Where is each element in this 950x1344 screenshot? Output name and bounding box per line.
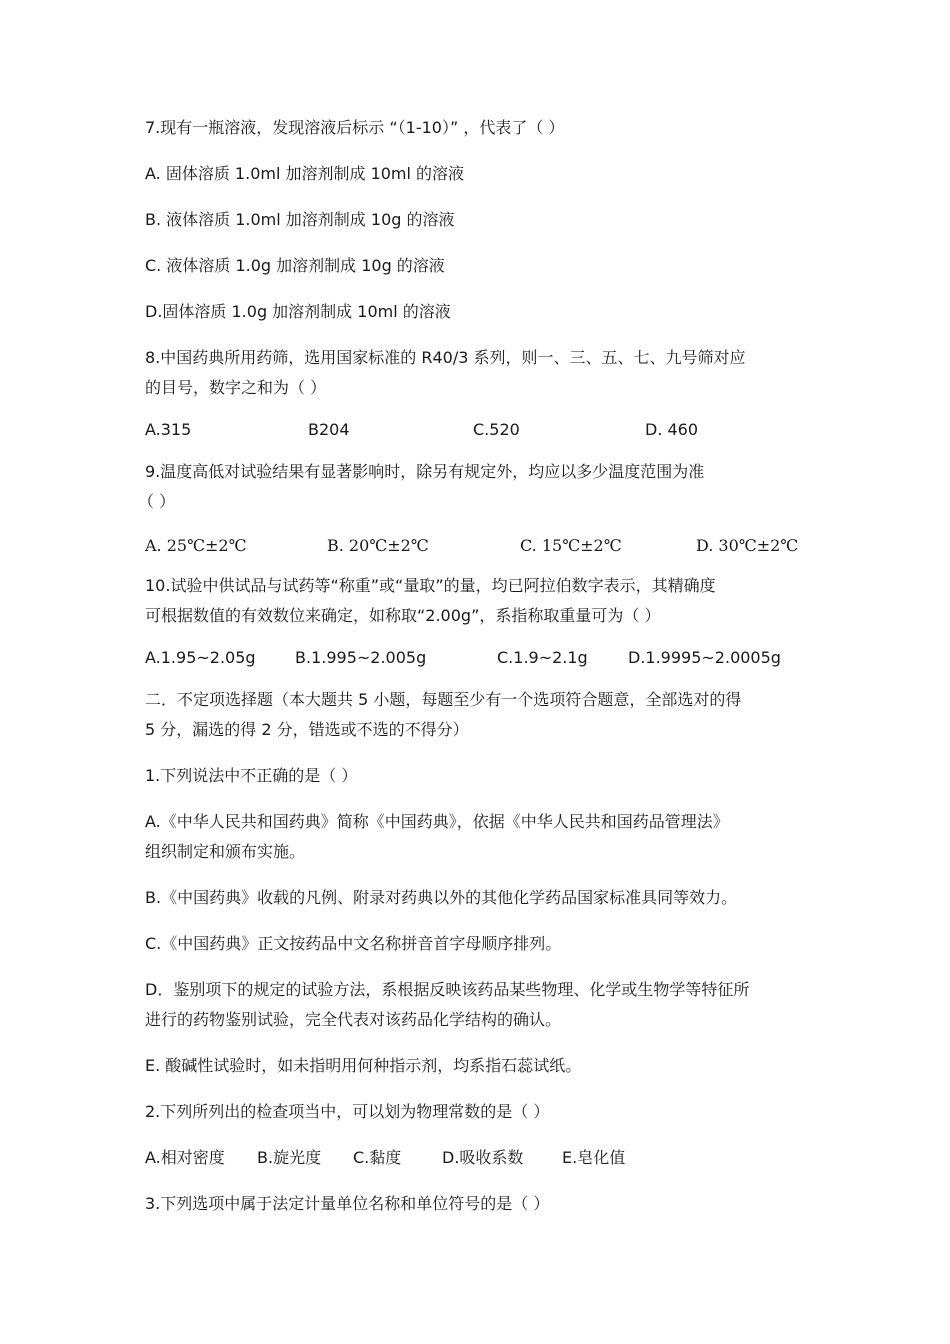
q7-option-a: A. 固体溶质 1.0ml 加溶剂制成 10ml 的溶液 (145, 164, 465, 183)
q7-option-b: B. 液体溶质 1.0ml 加溶剂制成 10g 的溶液 (145, 210, 455, 229)
mq1-option-a-line2: 组织制定和颁布实施。 (145, 842, 306, 861)
q10-stem-line2: 可根据数值的有效数位来确定，如称取“2.00g”，系指称取重量可为（ ） (145, 606, 661, 625)
q8-option-d: D. 460 (645, 420, 699, 439)
q10-option-b: B.1.995~2.005g (295, 648, 427, 667)
q8-stem-line2: 的目号，数字之和为（ ） (145, 378, 327, 397)
q9-option-d: D. 30℃±2℃ (696, 536, 799, 555)
q7-option-d: D.固体溶质 1.0g 加溶剂制成 10ml 的溶液 (145, 302, 451, 321)
mq2-stem: 2.下列所列出的检查项当中，可以划为物理常数的是（ ） (145, 1102, 550, 1121)
q9-option-b: B. 20℃±2℃ (327, 536, 429, 555)
q10-option-a: A.1.95~2.05g (145, 648, 256, 667)
mq3-stem: 3.下列选项中属于法定计量单位名称和单位符号的是（ ） (145, 1194, 550, 1213)
mq1-stem: 1.下列说法中不正确的是（ ） (145, 766, 358, 785)
q8-option-c: C.520 (473, 420, 520, 439)
mq1-option-d-line2: 进行的药物鉴别试验，完全代表对该药品化学结构的确认。 (145, 1010, 562, 1029)
q8-option-b: B204 (308, 420, 350, 439)
q9-option-c: C. 15℃±2℃ (520, 536, 622, 555)
mq1-option-a-line1: A.《中华人民共和国药典》简称《中国药典》，依据《中华人民共和国药品管理法》 (145, 812, 729, 831)
section2-heading-line2: 5 分，漏选的得 2 分，错选或不选的不得分） (145, 720, 469, 739)
section2-heading-line1: 二．不定项选择题（本大题共 5 小题，每题至少有一个选项符合题意，全部选对的得 (145, 690, 742, 709)
q7-stem: 7.现有一瓶溶液，发现溶液后标示 “（1-10）” ，代表了（ ） (145, 118, 565, 137)
mq2-option-c: C.黏度 (353, 1148, 402, 1167)
q9-stem-line2: （ ） (138, 492, 176, 511)
mq1-option-d-line1: D．鉴别项下的规定的试验方法，系根据反映该药品某些物理、化学或生物学等特征所 (145, 980, 750, 999)
q8-stem-line1: 8.中国药典所用药筛，选用国家标准的 R40/3 系列，则一、三、五、七、九号筛对应 (145, 348, 746, 367)
q9-stem-line1: 9.温度高低对试验结果有显著影响时，除另有规定外，均应以多少温度范围为准 (145, 462, 705, 481)
mq1-option-e: E. 酸碱性试验时，如未指明用何种指示剂，均系指石蕊试纸。 (145, 1056, 582, 1075)
q10-stem-line1: 10.试验中供试品与试药等“称重”或“量取”的量，均已阿拉伯数字表示，其精确度 (145, 576, 716, 595)
mq2-option-b: B.旋光度 (257, 1148, 322, 1167)
mq2-option-a: A.相对密度 (145, 1148, 225, 1167)
q9-option-a: A. 25℃±2℃ (145, 536, 247, 555)
q7-option-c: C. 液体溶质 1.0g 加溶剂制成 10g 的溶液 (145, 256, 445, 275)
q10-option-d: D.1.9995~2.0005g (628, 648, 781, 667)
q8-option-a: A.315 (145, 420, 192, 439)
mq2-option-d: D.吸收系数 (442, 1148, 524, 1167)
mq2-option-e: E.皂化值 (562, 1148, 626, 1167)
mq1-option-c: C.《中国药典》正文按药品中文名称拼音首字母顺序排列。 (145, 934, 562, 953)
q10-option-c: C.1.9~2.1g (497, 648, 588, 667)
mq1-option-b: B.《中国药典》收载的凡例、附录对药典以外的其他化学药品国家标准具同等效力。 (145, 888, 738, 907)
